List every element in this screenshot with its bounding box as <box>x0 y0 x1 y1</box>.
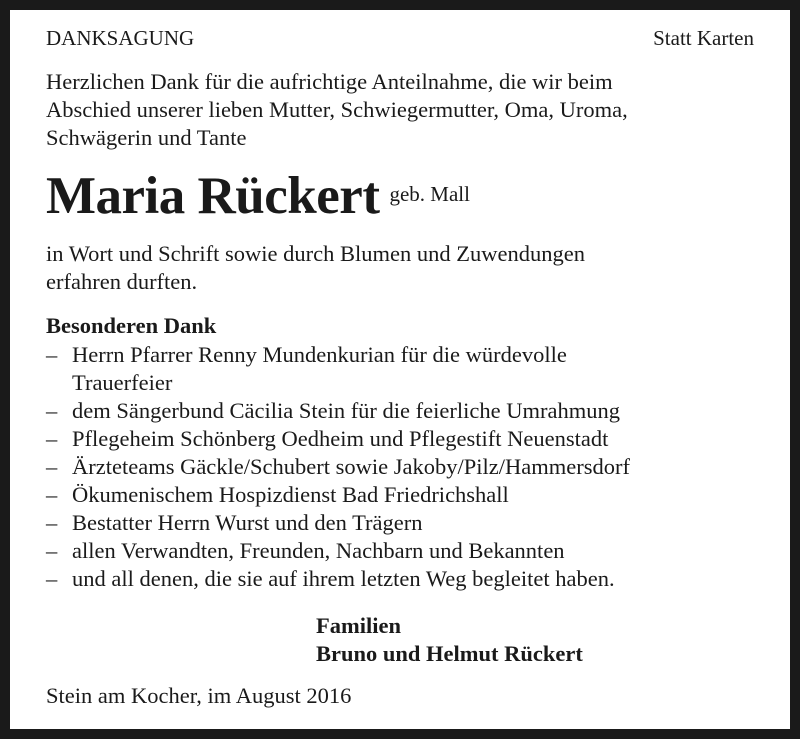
intro-line: Abschied unserer lieben Mutter, Schwiegermutter, Oma, Uroma, <box>46 97 628 122</box>
thanks-item <box>46 481 630 509</box>
thanks-item-text: allen Verwandten, Freunden, Nachbarn und Bekannten <box>72 538 565 563</box>
thanks-item <box>46 537 630 565</box>
notice-note: Statt Karten <box>653 26 754 50</box>
thanks-item-text: dem Sängerbund Cäcilia Stein für die feierliche Umrahmung <box>72 398 620 423</box>
birth-name: geb. Mall <box>389 182 470 206</box>
dash: – <box>46 538 58 563</box>
dash: – <box>46 342 58 367</box>
thanks-item <box>46 341 630 397</box>
thanks-item-text: Ökumenischem Hospizdienst Bad Friedrichshall <box>72 482 509 507</box>
thanks-item-text: und all denen, die sie auf ihrem letzten Weg begleitet haben. <box>72 566 615 591</box>
thanks-item <box>46 509 630 537</box>
thanks-item <box>46 425 630 453</box>
intro-line: Herzlichen Dank für die aufrichtige Anteilnahme, die wir beim <box>46 69 613 94</box>
deceased-name-row <box>46 166 470 226</box>
signature-line: Bruno und Helmut Rückert <box>316 641 583 666</box>
intro-text <box>46 68 628 152</box>
dash: – <box>46 510 58 535</box>
thanks-item-text: Pflegeheim Schönberg Oedheim und Pflegestift Neuenstadt <box>72 426 609 451</box>
place-date: Stein am Kocher, im August 2016 <box>46 683 352 708</box>
thanks-item <box>46 397 630 425</box>
notice-title: DANKSAGUNG <box>46 26 195 50</box>
dash: – <box>46 426 58 451</box>
deceased-name: Maria Rückert <box>46 167 380 225</box>
thanks-item <box>46 565 630 593</box>
after-text <box>46 240 585 340</box>
thanks-item-text: Bestatter Herrn Wurst und den Trägern <box>72 510 423 535</box>
intro-line: Schwägerin und Tante <box>46 125 247 150</box>
dash: – <box>46 566 58 591</box>
thanks-item-text: Herrn Pfarrer Renny Mundenkurian für die würdevolle <box>72 342 567 367</box>
thanks-item-text: Trauerfeier <box>72 370 173 395</box>
after-line: in Wort und Schrift sowie durch Blumen und Zuwendungen <box>46 241 585 266</box>
signature-line: Familien <box>316 613 401 638</box>
dash: – <box>46 454 58 479</box>
dash: – <box>46 398 58 423</box>
thanks-item <box>46 453 630 481</box>
thanks-item-text: Ärzteteams Gäckle/Schubert sowie Jakoby/Pilz/Hammersdorf <box>72 454 630 479</box>
dash: – <box>46 482 58 507</box>
thanks-list <box>46 341 630 593</box>
after-line: erfahren durften. <box>46 269 198 294</box>
thanks-heading: Besonderen Dank <box>46 313 217 338</box>
signature <box>316 612 583 668</box>
